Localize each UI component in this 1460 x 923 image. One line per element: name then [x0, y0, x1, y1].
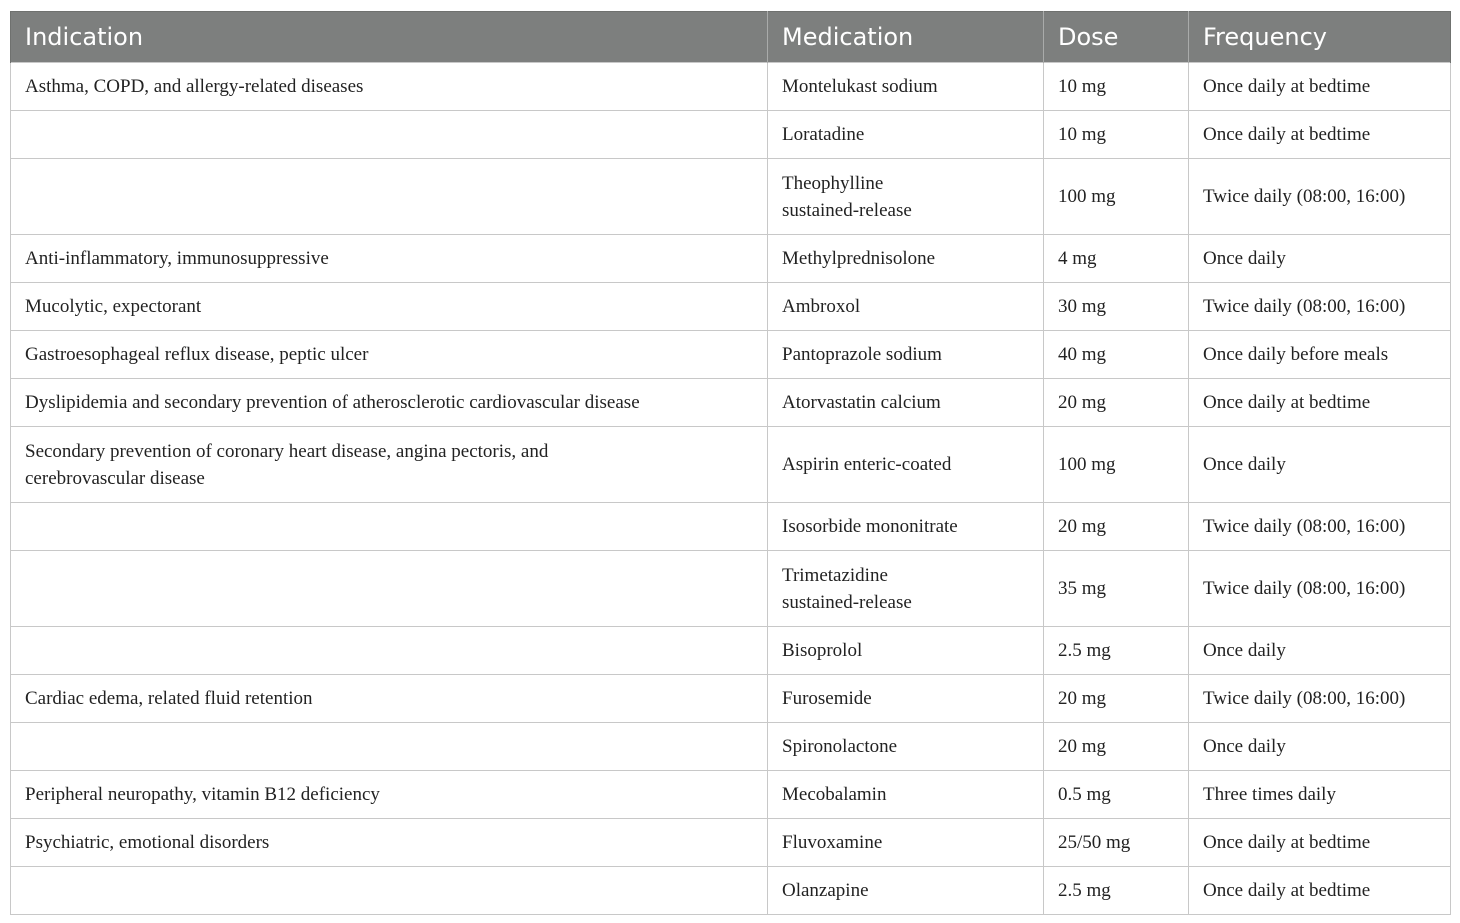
cell-frequency: Once daily — [1189, 627, 1451, 675]
cell-indication — [11, 867, 768, 915]
cell-dose: 20 mg — [1044, 675, 1189, 723]
table-row — [11, 235, 1451, 283]
table-header — [11, 12, 1451, 63]
cell-frequency: Once daily — [1189, 723, 1451, 771]
cell-frequency: Once daily at bedtime — [1189, 867, 1451, 915]
table-row — [11, 283, 1451, 331]
cell-medication: Olanzapine — [768, 867, 1044, 915]
table-row — [11, 867, 1451, 915]
medication-table — [10, 11, 1451, 915]
cell-dose: 10 mg — [1044, 111, 1189, 159]
cell-dose: 20 mg — [1044, 379, 1189, 427]
table-row — [11, 675, 1451, 723]
cell-dose: 25/50 mg — [1044, 819, 1189, 867]
cell-dose: 10 mg — [1044, 63, 1189, 111]
cell-medication: Loratadine — [768, 111, 1044, 159]
cell-medication: Furosemide — [768, 675, 1044, 723]
cell-dose: 100 mg — [1044, 427, 1189, 503]
cell-frequency: Once daily at bedtime — [1189, 819, 1451, 867]
table-row — [11, 723, 1451, 771]
cell-medication: Bisoprolol — [768, 627, 1044, 675]
column-header-medication: Medication — [768, 12, 1044, 63]
cell-frequency: Twice daily (08:00, 16:00) — [1189, 159, 1451, 235]
cell-dose: 0.5 mg — [1044, 771, 1189, 819]
column-header-dose: Dose — [1044, 12, 1189, 63]
cell-medication: Fluvoxamine — [768, 819, 1044, 867]
table-row — [11, 551, 1451, 627]
cell-indication: Gastroesophageal reflux disease, peptic ulcer — [11, 331, 768, 379]
cell-medication: Atorvastatin calcium — [768, 379, 1044, 427]
cell-dose: 35 mg — [1044, 551, 1189, 627]
table-row — [11, 627, 1451, 675]
table-row — [11, 63, 1451, 111]
table-row — [11, 111, 1451, 159]
cell-indication: Peripheral neuropathy, vitamin B12 deficiency — [11, 771, 768, 819]
cell-indication — [11, 111, 768, 159]
table-row — [11, 771, 1451, 819]
table-row — [11, 819, 1451, 867]
cell-frequency: Three times daily — [1189, 771, 1451, 819]
table-row — [11, 159, 1451, 235]
cell-medication: Spironolactone — [768, 723, 1044, 771]
cell-indication: Anti-inflammatory, immunosuppressive — [11, 235, 768, 283]
cell-frequency: Once daily — [1189, 235, 1451, 283]
cell-medication: Methylprednisolone — [768, 235, 1044, 283]
cell-frequency: Once daily — [1189, 427, 1451, 503]
cell-dose: 2.5 mg — [1044, 867, 1189, 915]
cell-frequency: Once daily before meals — [1189, 331, 1451, 379]
cell-dose: 30 mg — [1044, 283, 1189, 331]
table-body — [11, 63, 1451, 915]
cell-indication — [11, 723, 768, 771]
cell-medication: Ambroxol — [768, 283, 1044, 331]
header-row — [11, 12, 1451, 63]
table-row — [11, 379, 1451, 427]
cell-frequency: Once daily at bedtime — [1189, 379, 1451, 427]
cell-medication: Aspirin enteric-coated — [768, 427, 1044, 503]
cell-indication: Asthma, COPD, and allergy-related diseases — [11, 63, 768, 111]
cell-frequency: Twice daily (08:00, 16:00) — [1189, 551, 1451, 627]
cell-indication — [11, 551, 768, 627]
cell-dose: 4 mg — [1044, 235, 1189, 283]
cell-dose: 20 mg — [1044, 503, 1189, 551]
cell-medication: Mecobalamin — [768, 771, 1044, 819]
cell-frequency: Once daily at bedtime — [1189, 111, 1451, 159]
cell-frequency: Twice daily (08:00, 16:00) — [1189, 503, 1451, 551]
cell-dose: 2.5 mg — [1044, 627, 1189, 675]
cell-medication: Montelukast sodium — [768, 63, 1044, 111]
cell-indication: Dyslipidemia and secondary prevention of atherosclerotic cardiovascular disease — [11, 379, 768, 427]
cell-medication: Pantoprazole sodium — [768, 331, 1044, 379]
cell-frequency: Twice daily (08:00, 16:00) — [1189, 675, 1451, 723]
column-header-frequency: Frequency — [1189, 12, 1451, 63]
cell-indication — [11, 159, 768, 235]
cell-indication — [11, 503, 768, 551]
table-row — [11, 503, 1451, 551]
table-row — [11, 331, 1451, 379]
cell-dose: 20 mg — [1044, 723, 1189, 771]
cell-dose: 100 mg — [1044, 159, 1189, 235]
cell-indication: Cardiac edema, related fluid retention — [11, 675, 768, 723]
cell-medication: Isosorbide mononitrate — [768, 503, 1044, 551]
cell-frequency: Twice daily (08:00, 16:00) — [1189, 283, 1451, 331]
cell-dose: 40 mg — [1044, 331, 1189, 379]
cell-medication: Trimetazidine sustained-release — [768, 551, 1044, 627]
cell-indication — [11, 627, 768, 675]
column-header-indication: Indication — [11, 12, 768, 63]
cell-medication: Theophylline sustained-release — [768, 159, 1044, 235]
cell-indication: Psychiatric, emotional disorders — [11, 819, 768, 867]
table-row — [11, 427, 1451, 503]
cell-indication: Secondary prevention of coronary heart disease, angina pectoris, and cerebrovascular disease — [11, 427, 768, 503]
cell-frequency: Once daily at bedtime — [1189, 63, 1451, 111]
medication-table-container — [10, 11, 1450, 915]
cell-indication: Mucolytic, expectorant — [11, 283, 768, 331]
